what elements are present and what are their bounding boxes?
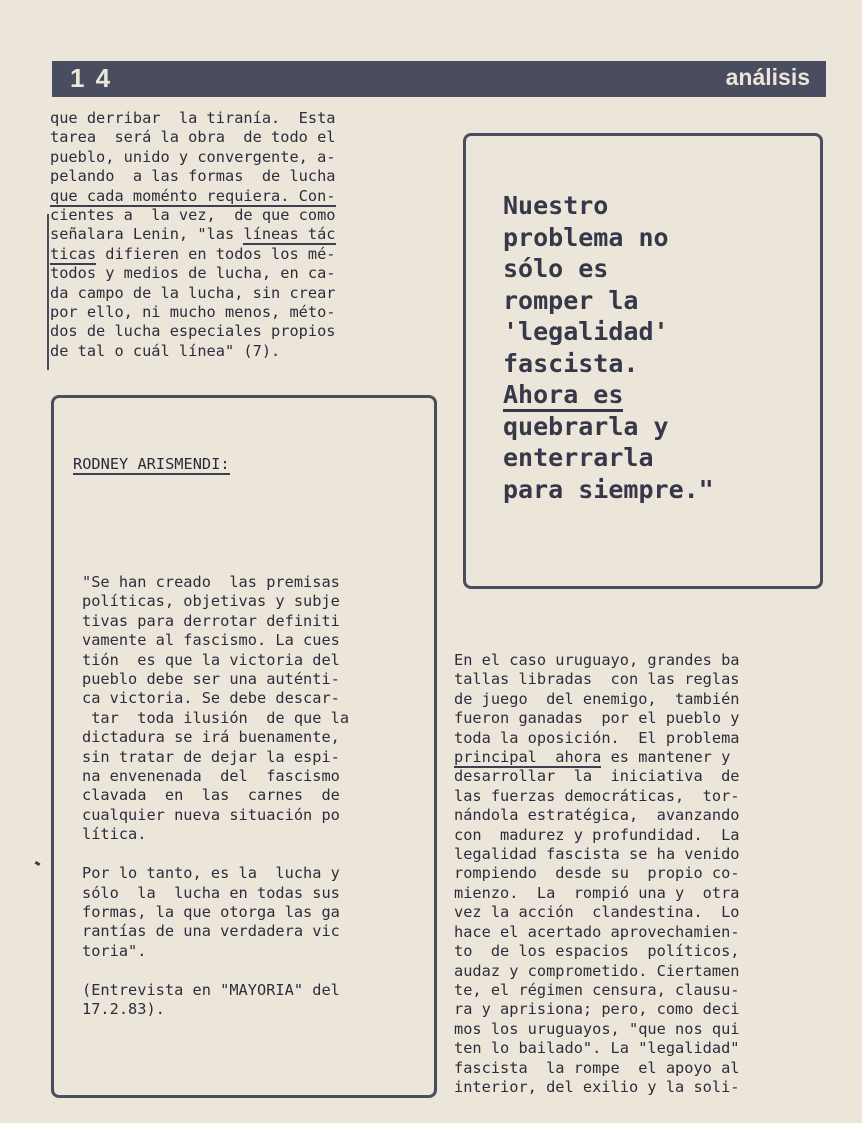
- margin-rule: [47, 214, 49, 370]
- quote-text: "Se han creado las premisas políticas, objetivas y subje tivas para derrotar definiti vamente al fascismo. La cues tión es que la victoria del pueblo debe ser una auténti- ca victoria. Se debe descar- tar toda ilusión de que la dictadura se irá buenamente, sin tratar de dejar la espi- na envenenada del fascismo clavada en las carnes de cualquier nueva situación po lítica. Por lo tanto, es la lucha y sólo la lucha en todas sus formas, la que otorga las ga rantías de una verdadera vic toria". (Entrevista en "MAYORIA" del 17.2.83).: [82, 573, 350, 1018]
- pull-quote-text: Nuestro problema no sólo es romper la 'legalidad' fascista. Ahora es quebrarla y enterrarla para siempre.": [503, 191, 714, 504]
- quote-author: RODNEY ARISMENDI:: [73, 455, 230, 473]
- page-header-bar: [52, 61, 826, 97]
- section-title: análisis: [725, 64, 810, 90]
- left-column-text: que derribar la tiranía. Esta tarea será la obra de todo el pueblo, unido y convergente, a- pelando a las formas de lucha que cada moménto requiera. Con- cientes a la vez, de que como señalara Lenin, "las líneas tác ticas difieren en todos los mé- todos y medios de lucha, en ca- da campo de la lucha, sin crear por ello, ni mucho menos, méto- dos de lucha especiales propios de tal o cuál línea" (7).: [50, 109, 336, 360]
- right-column-text: En el caso uruguayo, grandes ba tallas libradas con las reglas de juego del enemigo, también fueron ganadas por el pueblo y toda la oposición. El problema principal ahora es mantener y desarrollar la iniciativa de las fuerzas democráticas, tor- nándola estratégica, avanzando con madurez y profundidad. La legalidad fascista se ha venido rompiendo desde su propio co- mienzo. La rompió una y otra vez la acción clandestina. Lo hace el acertado aprovechamien- to de los espacios políticos, audaz y comprometido. Ciertamen te, el régimen censura, clausu- ra y aprisiona; pero, como deci mos los uruguayos, "que nos qui ten lo bailado". La "legalidad" fascista la rompe el apoyo al interior, del exilio y la soli-: [454, 651, 740, 1096]
- page-number: 1 4: [70, 63, 113, 93]
- ink-speck: [35, 861, 41, 866]
